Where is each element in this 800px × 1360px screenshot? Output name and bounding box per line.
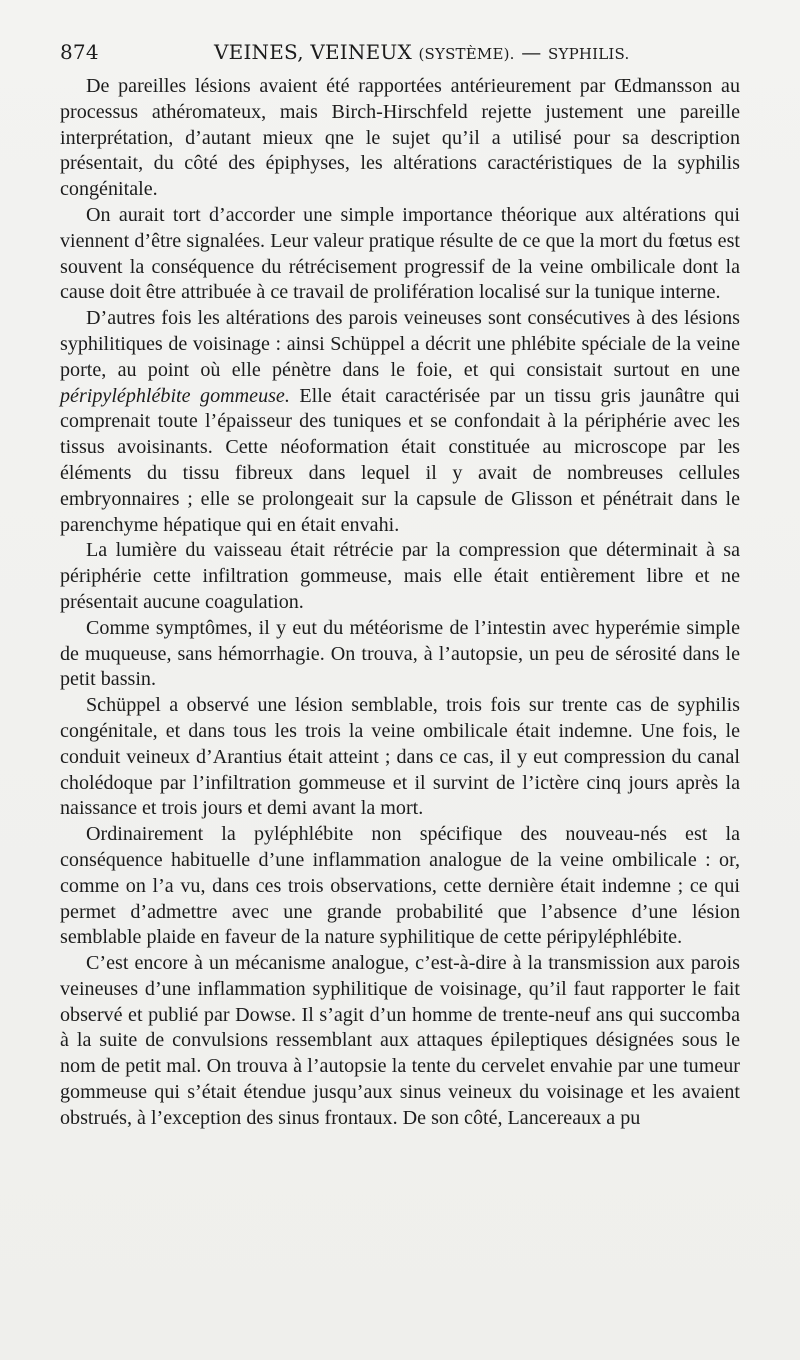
running-title-dash: — (521, 40, 542, 64)
paragraph-3-after: Elle était caractérisée par un tissu gris jaunâtre qui comprenait toute l’épaisseur des tuniques et se confondait à la périphérie avec les tissus avoisinants. Cette néoformation était constituée au microscope par les éléments du tissu fibreux dans lequel il y avait de nombreuses cellules embryonnaires ; elle se prolongeait sur la capsule de Glisson et pénétrait dans le parenchyme hépatique qui en était envahi. (60, 384, 741, 536)
paragraph-8: C’est encore à un mécanisme analogue, c’est-à-dire à la transmission aux parois veineuses d’une inflammation syphilitique de voisinage, qu’il faut rapporter le fait observé et publié par Dowse. Il s’agit d’un homme de trente-neuf ans qui succomba à la suite de convulsions ressemblant aux attaques épileptiques désignées sous le nom de petit mal. On trouva à l’autopsie la tente du cervelet envahie par une tumeur gommeuse qui s’était étendue jusqu’aux sinus veineux du voisinage et les avaient obstrués, à l’exception des sinus frontaux. De son côté, Lancereaux a pu (60, 952, 740, 1129)
paragraph-2: On aurait tort d’accorder une simple importance théorique aux altérations qui viennent d’être signalées. Leur valeur pratique résulte de ce que la mort du fœtus est souvent la conséquence du rétrécisement progressif de la veine ombilicale dont la cause doit être attribuée à ce travail de prolifération localisé sur la tunique interne. (60, 203, 740, 304)
running-title (214, 37, 629, 69)
paragraph-7: Ordinairement la pyléphlébite non spécifique des nouveau-nés est la conséquence habituelle d’une inflammation analogue de la veine ombilicale : or, comme on l’a vu, dans ces trois observations, cette dernière était indemne ; ce qui permet d’admettre avec une grande probabilité que l’absence d’une lésion semblable plaide en faveur de la nature syphilitique de cette péripyléphlébite. (60, 823, 740, 949)
running-header (60, 37, 740, 67)
running-title-paren: (SYSTÈME). (418, 45, 515, 63)
paragraph-4: La lumière du vaisseau était rétrécie par la compression que déterminait à sa périphérie cette infiltration gommeuse, mais elle était entièrement libre et ne présentait aucune coagulation. (60, 539, 740, 613)
paragraph-5: Comme symptômes, il y eut du météorisme de l’intestin avec hyperémie simple de muqueuse, sans hémorrhagie. On trouva, à l’autopsie, un peu de sérosité dans le petit bassin. (60, 616, 740, 691)
running-title-section: SYPHILIS. (547, 45, 630, 63)
paragraph-6: Schüppel a observé une lésion semblable, trois fois sur trente cas de syphilis congénitale, et dans tous les trois la veine ombilicale était indemne. Une fois, le conduit veineux d’Arantius était atteint ; dans ce cas, il y eut compression du canal cholédoque par l’infiltration gommeuse et il survint de l’ictère cinq jours après la naissance et trois jours et demi avant la mort. (60, 694, 740, 820)
paragraph-3-before: D’autres fois les altérations des parois veineuses sont consécutives à des lésions syphilitiques de voisinage : ainsi Schüppel a décrit une phlébite spéciale de la veine porte, au point où elle pénètre dans le foie, et qui consistait surtout en une (60, 307, 740, 381)
body-text (60, 74, 740, 1132)
running-title-main: VEINES, VEINEUX (214, 40, 412, 64)
page-number: 874 (60, 40, 99, 64)
italic-term: péripyléphlébite gommeuse. (60, 384, 290, 407)
paragraph-1: De pareilles lésions avaient été rapportées antérieurement par Œdmansson au processus athéromateux, mais Birch-Hirschfeld rejette justement une pareille interprétation, d’autant mieux qne le sujet qu’il a utilisé pour sa description présentait, du côté des épiphyses, les altérations caractéristiques de la syphilis congénitale. (60, 75, 740, 201)
paragraph-3 (60, 306, 740, 538)
